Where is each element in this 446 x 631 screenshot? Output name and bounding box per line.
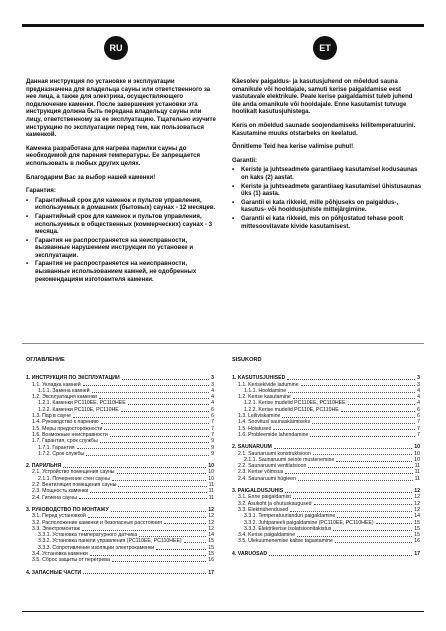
toc-leader-dots (63, 467, 206, 468)
toc-leader-dots (156, 549, 206, 550)
toc-leader-dots (122, 379, 209, 380)
toc-entry-label: 3.3.3. Elektrikerise isolatsioonitakistus (244, 525, 332, 532)
toc-page-number: 15 (414, 525, 420, 532)
toc-section (232, 551, 420, 557)
toc-page-number: 9 (211, 444, 214, 451)
toc-page-number: 12 (208, 519, 214, 526)
toc-entry-label: 2. ПАРИЛЬНЯ (26, 463, 62, 470)
language-badge-ru: RU (104, 36, 128, 60)
toc-page-number: 7 (417, 425, 420, 432)
toc-entry-label: 1.7.2. Срок службы (38, 450, 85, 457)
toc-page-number: 3 (211, 375, 214, 382)
toc-leader-dots (139, 536, 206, 537)
toc-entry-label: 3.5. Ülekuumenemise kaitse tagastamine (238, 538, 333, 545)
toc-leader-dots (273, 429, 415, 430)
toc-leader-dots (290, 511, 412, 512)
toc-entry-label: 1.4. Soovitusi saunaskäimiseks (238, 419, 311, 426)
toc-leader-dots (269, 555, 412, 556)
intro-paragraph: Данная инструкция по установке и эксплуатации предназначена для владельца сауны или ответственного за нее лица, а также для электрика, осуществляющего подключение каменки. После завершения установки эта инструкция должна быть передана владельцу сауны или лицу, ответственному за ее эксплуатацию. Тщательно изучите инструкцию по эксплуатации перед тем, как пользоваться каменкой. (26, 78, 216, 139)
toc-entry-label: 3.3.1. Установка температурного датчика (38, 532, 138, 539)
toc-leader-dots (79, 498, 207, 499)
toc-entry-label: 1.5. Hoiatused (238, 425, 272, 432)
toc-page-number: 11 (208, 494, 214, 501)
toc-entry-label: 1.2.1. Каменки PC110EE, PC110HEE (38, 400, 126, 407)
toc-entry (26, 557, 214, 563)
toc-entry-label: 3.2. Расположение каменки и безопасные расстояния (32, 519, 162, 526)
toc-page-number: 7 (211, 419, 214, 426)
toc-page-number: 11 (208, 482, 214, 489)
toc-leader-dots (104, 429, 209, 430)
toc-page-number: 10 (414, 444, 420, 451)
toc-page-number: 15 (414, 532, 420, 539)
guarantee-list (26, 197, 216, 284)
toc-entry-label: 4. ЗАПАСНЫЕ ЧАСТИ (26, 569, 82, 576)
toc-entry-label: 2.1.1. Почернение стен сауны (38, 475, 110, 482)
toc-section (26, 570, 214, 576)
toc-leader-dots (308, 467, 412, 468)
toc-page-number: 15 (208, 538, 214, 545)
toc-page-number: 3 (417, 375, 420, 382)
toc-entry-label: 1.6. Возможные неисправности (32, 431, 108, 438)
bottom-rule (22, 611, 424, 612)
toc-page-number: 12 (414, 506, 420, 513)
toc-page-number: 7 (211, 431, 214, 438)
toc-entry-label: 2.4. Гигиена сауны (32, 494, 77, 501)
toc-entry (26, 495, 214, 501)
toc-entry-label: 3.3.1. Temperatuurianduri paigaldamine (244, 513, 336, 520)
toc-leader-dots (111, 511, 207, 512)
toc-leader-dots (333, 530, 412, 531)
intro-paragraph: Каменка разработана для нагрева парилки сауны до необходимой для парения температуры. Ее запрещается использовать в любых других целях. (26, 144, 201, 167)
toc-page-number: 14 (414, 513, 420, 520)
toc-leader-dots (92, 392, 210, 393)
toc-section (26, 507, 214, 564)
toc-page-number: 9 (211, 450, 214, 457)
toc-page-number: 11 (414, 469, 420, 476)
section-divider (22, 343, 424, 344)
toc-leader-dots (112, 561, 206, 562)
toc-entry-label: 3. РУКОВОДСТВО ПО МОНТАЖУ (26, 506, 109, 513)
toc-entry-label: 3.2. Asukoht ja ohutuskaugused (238, 500, 312, 507)
toc-leader-dots (341, 411, 415, 412)
toc-section (26, 463, 214, 501)
guarantee-item: • Keriste ja juhtseadmete garantiiaeg kasutamisel ühistusaunas üks (1) aasta. (232, 183, 422, 198)
toc-entry-label: 3.5. Сброс защиты от перегрева (32, 557, 110, 564)
table-of-contents-ru (26, 357, 214, 576)
toc-page-number: 3 (211, 381, 214, 388)
toc-entry-label: 3.1. Enne paigaldamist (238, 494, 291, 501)
toc-page-number: 10 (414, 450, 420, 457)
toc-entry-label: 3.3.3. Сопротивление изоляции электрокаменки (38, 544, 155, 551)
toc-page-number: 4 (417, 394, 420, 401)
top-rule (22, 24, 424, 27)
toc-entry-label: 1.6. Probleemide lahendamine (238, 431, 309, 438)
toc-page-number: 12 (208, 525, 214, 532)
toc-page-number: 10 (208, 469, 214, 476)
toc-leader-dots (310, 436, 415, 437)
toc-leader-dots (376, 523, 413, 524)
toc-leader-dots (83, 385, 209, 386)
toc-title: SISUKORD (232, 357, 262, 363)
intro-paragraph: Käesolev paigaldus- ja kasutusjuhend on mõeldud sauna omanikule või hooldajale, samuti kerise paigaldamise eest vastutavale elektrikule. Peale kerise paigaldamist tuleb juhend üle anda omanikule või hooldajale. Enne kasutamist tutvuge hoolikalt kasutusjuhistega. (232, 78, 413, 116)
toc-entry-label: 1.2. Kerise kasutamine (238, 394, 291, 401)
toc-leader-dots (112, 480, 206, 481)
toc-page-number: 15 (208, 551, 214, 558)
toc-entry-label: 3.3.2. Установка панели управления (PC110EE, PC110HEE) (38, 538, 182, 545)
toc-page-number: 16 (414, 538, 420, 545)
toc-section (232, 444, 420, 482)
toc-entry-label: 1.1. Kerisekivide ladumine (238, 381, 299, 388)
toc-page-number: 10 (208, 463, 214, 470)
toc-leader-dots (83, 573, 206, 574)
toc-entry-label: 1. KASUTUSJUHISED (232, 375, 286, 382)
toc-leader-dots (90, 555, 206, 556)
toc-entry-label: 1.7. Гарантия, срок службы (32, 438, 98, 445)
toc-page-number: 7 (211, 425, 214, 432)
toc-entry-label: 1.3. Пар в сауне (32, 413, 71, 420)
toc-leader-dots (335, 542, 412, 543)
toc-leader-dots (312, 423, 415, 424)
intro-column-ru (26, 78, 216, 287)
toc-leader-dots (128, 404, 209, 405)
toc-page-number: 12 (414, 494, 420, 501)
toc-entry-label: 2.1. Saunaruumi konstruktsioon (238, 450, 311, 457)
guarantee-item: • Garantii ei kata rikkeid, mille põhjuseks on paigaldus-, kasutus- või hooldusjuhiste mittejärgimine. (232, 199, 422, 214)
guarantee-item: • Garantii ei kata rikkeid, mis on põhjustatud tehase poolt mittesoovitavate kivide kasutamisest. (232, 215, 422, 230)
toc-page-number: 16 (208, 557, 214, 564)
toc-page-number: 15 (208, 544, 214, 551)
guarantee-heading: Гарантия: (26, 187, 56, 195)
toc-leader-dots (314, 504, 413, 505)
toc-page-number: 4 (417, 400, 420, 407)
toc-entry-label: 1.2.2. Каменки PC110E, PC110HE (38, 406, 119, 413)
toc-leader-dots (164, 523, 206, 524)
toc-page-number: 12 (414, 488, 420, 495)
toc-leader-dots (73, 417, 209, 418)
toc-page-number: 6 (211, 413, 214, 420)
intro-paragraph: Благодарим Вас за выбор нашей каменки! (26, 173, 156, 181)
toc-leader-dots (285, 492, 412, 493)
guarantee-item: • Гарантийный срок для каменок и пультов управления, используемых в общественных (коммерческих) саунах - 3 месяца. (26, 213, 216, 236)
toc-entry-label: 1.1. Укладка камней (32, 381, 81, 388)
toc-leader-dots (348, 404, 416, 405)
toc-entry-label: 2.1. Устройство помещения сауны (32, 469, 115, 476)
toc-page-number: 7 (417, 431, 420, 438)
guarantee-list (232, 166, 422, 230)
toc-entry (232, 476, 420, 482)
toc-entry-label: 3. PAIGALDUSJUHIS (232, 488, 284, 495)
toc-section (26, 375, 214, 457)
toc-page-number: 12 (414, 500, 420, 507)
toc-entry-label: 1.4. Руководство к парению (32, 419, 99, 426)
toc-page-number: 17 (208, 569, 214, 576)
toc-entry-label: 1.2.1. Kerise mudelid PC110EE, PC110HEE (244, 400, 346, 407)
toc-page-number: 9 (211, 438, 214, 445)
toc-page-number: 14 (208, 532, 214, 539)
toc-leader-dots (82, 530, 206, 531)
toc-page-number: 17 (414, 550, 420, 557)
toc-leader-dots (121, 411, 209, 412)
toc-page-number: 6 (417, 413, 420, 420)
toc-entry (232, 538, 420, 544)
toc-entry (232, 551, 420, 557)
toc-leader-dots (282, 417, 415, 418)
toc-leader-dots (301, 385, 416, 386)
guarantee-item: • Гарантия не распространяется на неисправности, вызванные нарушением инструкции по установке и эксплуатации. (26, 237, 216, 260)
toc-section (232, 488, 420, 545)
guarantee-item: • Keriste ja juhtseadmete garantiiaeg kasutamisel kodusaunas on kaks (2) aastat. (232, 166, 422, 181)
toc-entry-label: 1.5. Меры предосторожности (32, 425, 103, 432)
toc-leader-dots (287, 379, 415, 380)
language-badge-et: ET (313, 36, 337, 60)
toc-entry-label: 2.2. Saunaruumi ventilatsioon (238, 463, 307, 470)
toc-leader-dots (99, 398, 209, 399)
toc-page-number: 4 (211, 387, 214, 394)
toc-page-number: 3 (417, 381, 420, 388)
toc-leader-dots (86, 455, 209, 456)
toc-entry-label: 2.1.1. Saunaruumi seinte mustenemine (244, 456, 335, 463)
toc-leader-dots (293, 398, 415, 399)
toc-page-number: 6 (417, 406, 420, 413)
toc-page-number: 12 (208, 513, 214, 520)
toc-entry-label: 1.2.2. Kerise mudelid PC110E, PC110HE (244, 406, 339, 413)
toc-entry-label: 4. VARUOSAD (232, 550, 268, 557)
toc-entry-label: 3.1. Перед установкой (32, 513, 86, 520)
toc-leader-dots (298, 480, 413, 481)
toc-leader-dots (110, 436, 209, 437)
toc-entry-label: 3.4. Kerise paigaldamine (238, 532, 296, 539)
toc-page-number: 4 (417, 387, 420, 394)
toc-entry-label: 1.3. Leiliviskamine (238, 413, 281, 420)
toc-page-number: 11 (414, 475, 420, 482)
toc-entry-label: 1. ИНСТРУКЦИЯ ПО ЭКСПЛУАТАЦИИ (26, 375, 120, 382)
guarantee-item: • Гарантийный срок для каменок и пультов управления, используемых в домашних (бытовых) саунах - 12 месяцев. (26, 197, 216, 212)
toc-leader-dots (77, 448, 210, 449)
toc-entry-label: 3.3. Электромонтаж (32, 525, 81, 532)
toc-entry-label: 2.3. Kerise võimsus (238, 469, 284, 476)
toc-page-number: 10 (414, 456, 420, 463)
toc-leader-dots (184, 542, 207, 543)
toc-page-number: 10 (208, 475, 214, 482)
toc-entry-label: 2.2. Вентиляция помещения сауны (32, 482, 117, 489)
toc-page-number: 11 (414, 463, 420, 470)
toc-leader-dots (288, 392, 415, 393)
toc-entry-label: 3.4. Установка каменки (32, 551, 88, 558)
toc-entry (26, 570, 214, 576)
toc-leader-dots (118, 486, 206, 487)
toc-entry (232, 432, 420, 438)
toc-entry-label: 2.3. Мощность каменки (32, 488, 89, 495)
guarantee-item: • Гарантия не распространяется на неисправности, вызванные использованием камней, не одобренных рекомендациям изготовителя каменки. (26, 260, 216, 283)
toc-leader-dots (117, 473, 207, 474)
toc-entry-label: 1.1.1. Замена камней (38, 387, 90, 394)
toc-entry-label: 2. SAUNARUUM (232, 444, 272, 451)
toc-leader-dots (337, 517, 412, 518)
toc-page-number: 12 (208, 506, 214, 513)
toc-entry-label: 1.2. Эксплуатация каменки (32, 394, 97, 401)
toc-page-number: 7 (417, 419, 420, 426)
toc-page-number: 15 (414, 519, 420, 526)
toc-entry-label: 1.7.1. Гарантия (38, 444, 75, 451)
toc-entry-label: 2.4. Saunaruumi hügieen (238, 475, 296, 482)
table-of-contents-et (232, 357, 420, 557)
guarantee-heading: Garantii: (232, 156, 258, 164)
toc-page-number: 4 (211, 400, 214, 407)
toc-leader-dots (336, 461, 412, 462)
toc-leader-dots (100, 442, 209, 443)
toc-leader-dots (90, 492, 206, 493)
toc-page-number: 4 (211, 394, 214, 401)
intro-column-et (232, 78, 422, 234)
intro-paragraph: Keris on mõeldud saunade soojendamiseks leilitemperatuurini. Kasutamine muuks otstarbeks on keelatud. (232, 121, 416, 137)
toc-leader-dots (313, 454, 412, 455)
toc-page-number: 6 (211, 406, 214, 413)
toc-section (232, 375, 420, 438)
intro-paragraph: Õnnitleme Teid hea kerise valimise puhul! (232, 143, 354, 151)
toc-leader-dots (274, 448, 412, 449)
toc-entry-label: 3.3. Elektriühendused (238, 506, 289, 513)
toc-title: ОГЛАВЛЕНИЕ (26, 357, 65, 363)
toc-entry (26, 451, 214, 457)
toc-leader-dots (101, 423, 209, 424)
toc-page-number: 11 (208, 488, 214, 495)
toc-leader-dots (293, 498, 412, 499)
toc-leader-dots (297, 536, 412, 537)
toc-leader-dots (285, 473, 412, 474)
toc-entry-label: 3.3.2. Juhtpaneeli paigaldamine (PC110EE, PC110HEE) (244, 519, 374, 526)
toc-entry-label: 1.1.1. Hooldamine (244, 387, 287, 394)
toc-leader-dots (88, 517, 206, 518)
